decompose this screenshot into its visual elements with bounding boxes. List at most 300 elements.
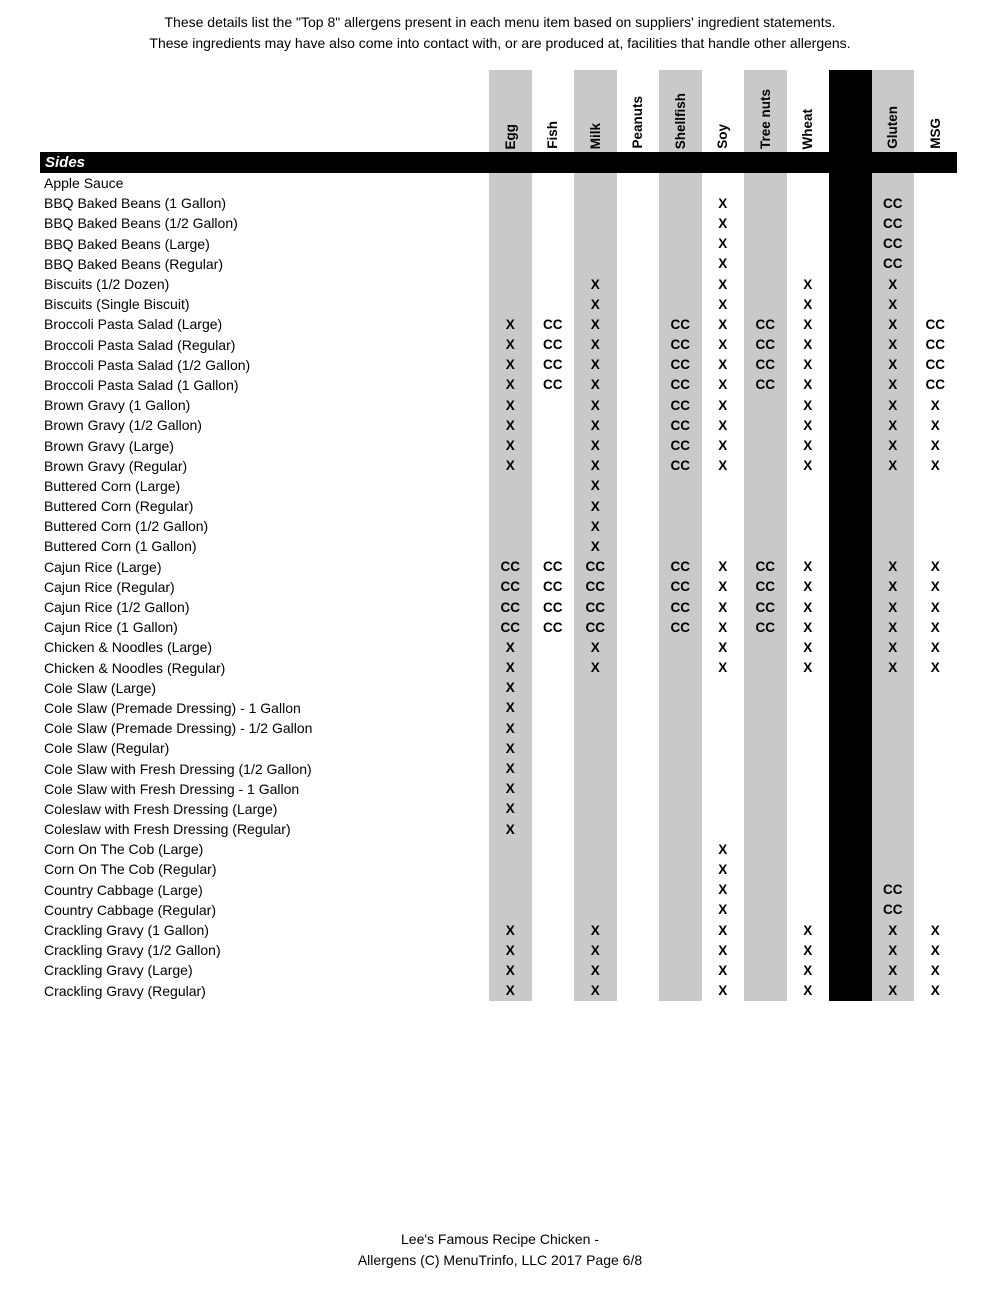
allergen-cell bbox=[574, 698, 617, 718]
allergen-cell bbox=[489, 880, 532, 900]
allergen-mark: X bbox=[718, 256, 728, 272]
allergen-cell bbox=[532, 536, 575, 556]
allergen-cell bbox=[829, 557, 872, 577]
allergen-cell bbox=[617, 173, 660, 193]
allergen-cell bbox=[744, 779, 787, 799]
allergen-cell bbox=[532, 859, 575, 879]
allergen-cell bbox=[659, 819, 702, 839]
allergen-cell bbox=[617, 456, 660, 476]
allergen-mark: X bbox=[803, 276, 813, 292]
table-row bbox=[40, 536, 957, 556]
allergen-mark: X bbox=[718, 619, 728, 635]
allergen-mark: X bbox=[803, 458, 813, 474]
allergen-mark: X bbox=[718, 337, 728, 353]
column-header-gluten bbox=[872, 70, 915, 152]
allergen-cell bbox=[702, 516, 745, 536]
allergen-cell bbox=[787, 254, 830, 274]
allergen-mark: CC bbox=[659, 395, 702, 415]
allergen-cell bbox=[617, 698, 660, 718]
allergen-cell bbox=[659, 799, 702, 819]
allergen-mark: X bbox=[930, 942, 940, 958]
allergen-cell bbox=[489, 496, 532, 516]
allergen-mark: CC bbox=[659, 375, 702, 395]
table-row bbox=[40, 395, 957, 415]
allergen-cell bbox=[829, 274, 872, 294]
allergen-cell bbox=[829, 476, 872, 496]
allergen-cell bbox=[532, 799, 575, 819]
allergen-cell bbox=[617, 395, 660, 415]
allergen-mark: CC bbox=[925, 337, 945, 353]
allergen-mark: CC bbox=[543, 316, 563, 332]
menu-item-name: Buttered Corn (Large) bbox=[44, 477, 181, 494]
allergen-mark: X bbox=[489, 658, 532, 678]
allergen-mark: X bbox=[803, 962, 813, 978]
menu-item-name: Brown Gravy (1/2 Gallon) bbox=[44, 417, 202, 434]
allergen-cell bbox=[532, 758, 575, 778]
allergen-cell bbox=[702, 173, 745, 193]
table-rows bbox=[40, 173, 957, 1001]
menu-item-name: Brown Gravy (Regular) bbox=[44, 457, 188, 474]
allergen-cell bbox=[744, 536, 787, 556]
allergen-cell bbox=[914, 274, 957, 294]
allergen-cell bbox=[829, 799, 872, 819]
allergen-mark: CC bbox=[659, 597, 702, 617]
allergen-cell bbox=[532, 213, 575, 233]
allergen-cell bbox=[829, 577, 872, 597]
allergen-cell bbox=[829, 880, 872, 900]
allergen-table bbox=[40, 70, 957, 1001]
allergen-cell bbox=[744, 678, 787, 698]
allergen-mark: X bbox=[718, 902, 728, 918]
allergen-mark: X bbox=[489, 940, 532, 960]
allergen-cell bbox=[702, 799, 745, 819]
allergen-cell bbox=[744, 173, 787, 193]
table-row bbox=[40, 173, 957, 193]
allergen-mark: X bbox=[489, 718, 532, 738]
menu-item-name: BBQ Baked Beans (Regular) bbox=[44, 255, 223, 272]
allergen-mark: X bbox=[718, 195, 728, 211]
allergen-cell bbox=[617, 597, 660, 617]
allergen-mark: CC bbox=[872, 213, 915, 233]
allergen-cell bbox=[617, 799, 660, 819]
allergen-mark: CC bbox=[659, 335, 702, 355]
allergen-mark: X bbox=[803, 619, 813, 635]
menu-item-name: Corn On The Cob (Regular) bbox=[44, 861, 217, 878]
allergen-cell bbox=[744, 395, 787, 415]
allergen-cell bbox=[744, 193, 787, 213]
allergen-cell bbox=[914, 173, 957, 193]
allergen-mark: CC bbox=[489, 557, 532, 577]
menu-item-name: Buttered Corn (1 Gallon) bbox=[44, 538, 197, 555]
table-row bbox=[40, 779, 957, 799]
allergen-mark: CC bbox=[744, 577, 787, 597]
allergen-mark: X bbox=[872, 435, 915, 455]
allergen-cell bbox=[617, 314, 660, 334]
allergen-cell bbox=[617, 415, 660, 435]
allergen-cell bbox=[532, 839, 575, 859]
allergen-mark: X bbox=[489, 678, 532, 698]
allergen-cell bbox=[744, 516, 787, 536]
allergen-cell bbox=[829, 294, 872, 314]
allergen-cell bbox=[744, 435, 787, 455]
allergen-cell bbox=[702, 738, 745, 758]
allergen-cell bbox=[532, 718, 575, 738]
allergen-cell bbox=[617, 900, 660, 920]
allergen-cell bbox=[914, 234, 957, 254]
allergen-cell bbox=[872, 718, 915, 738]
allergen-cell bbox=[574, 900, 617, 920]
allergen-cell bbox=[744, 738, 787, 758]
allergen-mark: X bbox=[930, 599, 940, 615]
allergen-mark: X bbox=[574, 658, 617, 678]
allergen-cell bbox=[787, 476, 830, 496]
table-row bbox=[40, 234, 957, 254]
table-row bbox=[40, 557, 957, 577]
allergen-cell bbox=[744, 839, 787, 859]
allergen-cell bbox=[744, 799, 787, 819]
allergen-cell bbox=[914, 718, 957, 738]
allergen-cell bbox=[829, 698, 872, 718]
allergen-cell bbox=[829, 496, 872, 516]
allergen-cell bbox=[914, 516, 957, 536]
allergen-cell bbox=[872, 173, 915, 193]
allergen-mark: X bbox=[872, 577, 915, 597]
allergen-cell bbox=[574, 839, 617, 859]
allergen-mark: X bbox=[718, 599, 728, 615]
allergen-cell bbox=[744, 456, 787, 476]
column-header-peanuts bbox=[617, 70, 660, 152]
allergen-cell bbox=[744, 213, 787, 233]
allergen-mark: X bbox=[489, 758, 532, 778]
allergen-cell bbox=[532, 920, 575, 940]
table-row bbox=[40, 274, 957, 294]
allergen-mark: X bbox=[574, 415, 617, 435]
allergen-cell bbox=[744, 900, 787, 920]
allergen-cell bbox=[617, 940, 660, 960]
allergen-cell bbox=[787, 880, 830, 900]
allergen-cell bbox=[787, 799, 830, 819]
allergen-mark: X bbox=[574, 375, 617, 395]
allergen-cell bbox=[829, 617, 872, 637]
allergen-cell bbox=[787, 516, 830, 536]
allergen-cell bbox=[574, 738, 617, 758]
allergen-cell bbox=[744, 880, 787, 900]
allergen-cell bbox=[744, 981, 787, 1001]
allergen-cell bbox=[914, 213, 957, 233]
allergen-mark: X bbox=[489, 314, 532, 334]
allergen-cell bbox=[659, 294, 702, 314]
allergen-cell bbox=[829, 254, 872, 274]
menu-item-name: Coleslaw with Fresh Dressing (Regular) bbox=[44, 821, 291, 838]
table-row bbox=[40, 799, 957, 819]
allergen-mark: X bbox=[489, 395, 532, 415]
allergen-cell bbox=[532, 294, 575, 314]
allergen-cell bbox=[787, 698, 830, 718]
menu-item-name: Cole Slaw with Fresh Dressing - 1 Gallon bbox=[44, 780, 300, 797]
table-row bbox=[40, 738, 957, 758]
allergen-cell bbox=[532, 738, 575, 758]
allergen-mark: CC bbox=[659, 314, 702, 334]
allergen-mark: X bbox=[489, 355, 532, 375]
table-row bbox=[40, 496, 957, 516]
column-header-soy bbox=[702, 70, 745, 152]
column-header-label: Egg bbox=[502, 123, 518, 149]
allergen-cell bbox=[829, 960, 872, 980]
menu-item-name: Buttered Corn (1/2 Gallon) bbox=[44, 518, 209, 535]
allergen-cell bbox=[702, 758, 745, 778]
allergen-cell bbox=[489, 839, 532, 859]
allergen-mark: CC bbox=[543, 337, 563, 353]
allergen-cell bbox=[532, 496, 575, 516]
allergen-cell bbox=[659, 234, 702, 254]
allergen-mark: X bbox=[718, 438, 728, 454]
table-row bbox=[40, 819, 957, 839]
allergen-cell bbox=[744, 476, 787, 496]
allergen-mark: X bbox=[872, 335, 915, 355]
allergen-cell bbox=[617, 920, 660, 940]
allergen-mark: X bbox=[574, 637, 617, 657]
allergen-mark: X bbox=[718, 579, 728, 595]
allergen-cell bbox=[659, 779, 702, 799]
allergen-cell bbox=[787, 758, 830, 778]
allergen-mark: X bbox=[872, 557, 915, 577]
allergen-cell bbox=[617, 234, 660, 254]
intro-line-1: These details list the "Top 8" allergens present in each menu item based on suppliers' ingredient statements. bbox=[164, 14, 836, 30]
table-row bbox=[40, 678, 957, 698]
allergen-mark: X bbox=[872, 617, 915, 637]
allergen-cell bbox=[829, 839, 872, 859]
menu-item-name: BBQ Baked Beans (Large) bbox=[44, 235, 210, 252]
allergen-mark: CC bbox=[925, 377, 945, 393]
menu-item-name: Cole Slaw (Large) bbox=[44, 679, 157, 696]
allergen-cell bbox=[532, 779, 575, 799]
menu-item-name: Cole Slaw (Regular) bbox=[44, 740, 170, 757]
allergen-cell bbox=[532, 960, 575, 980]
allergen-mark: CC bbox=[659, 577, 702, 597]
allergen-cell bbox=[532, 658, 575, 678]
allergen-cell bbox=[532, 395, 575, 415]
allergen-cell bbox=[574, 254, 617, 274]
allergen-mark: X bbox=[574, 314, 617, 334]
allergen-cell bbox=[574, 193, 617, 213]
allergen-cell bbox=[787, 234, 830, 254]
allergen-mark: X bbox=[872, 415, 915, 435]
allergen-mark: X bbox=[574, 960, 617, 980]
column-header-label: Soy bbox=[715, 124, 730, 149]
allergen-cell bbox=[532, 981, 575, 1001]
allergen-cell bbox=[829, 456, 872, 476]
allergen-mark: X bbox=[930, 660, 940, 676]
table-row bbox=[40, 456, 957, 476]
table-row bbox=[40, 577, 957, 597]
allergen-mark: X bbox=[489, 738, 532, 758]
allergen-mark: X bbox=[489, 960, 532, 980]
allergen-cell bbox=[702, 698, 745, 718]
allergen-mark: X bbox=[718, 861, 728, 877]
allergen-mark: CC bbox=[659, 617, 702, 637]
allergen-cell bbox=[829, 173, 872, 193]
allergen-mark: CC bbox=[925, 316, 945, 332]
menu-item-name: Crackling Gravy (1 Gallon) bbox=[44, 922, 209, 939]
allergen-cell bbox=[872, 738, 915, 758]
allergen-cell bbox=[617, 516, 660, 536]
allergen-mark: CC bbox=[659, 435, 702, 455]
allergen-cell bbox=[744, 758, 787, 778]
allergen-mark: X bbox=[872, 658, 915, 678]
allergen-cell bbox=[829, 375, 872, 395]
allergen-cell bbox=[617, 960, 660, 980]
allergen-cell bbox=[702, 678, 745, 698]
allergen-mark: X bbox=[872, 395, 915, 415]
header-label-spacer bbox=[40, 70, 489, 152]
allergen-cell bbox=[872, 476, 915, 496]
allergen-cell bbox=[914, 678, 957, 698]
allergen-cell bbox=[659, 859, 702, 879]
allergen-cell bbox=[617, 718, 660, 738]
column-header-shellfish bbox=[659, 70, 702, 152]
allergen-mark: X bbox=[574, 920, 617, 940]
allergen-mark: X bbox=[574, 294, 617, 314]
allergen-cell bbox=[829, 435, 872, 455]
allergen-mark: CC bbox=[543, 559, 563, 575]
menu-item-name: Cole Slaw with Fresh Dressing (1/2 Gallon) bbox=[44, 760, 312, 777]
allergen-cell bbox=[744, 234, 787, 254]
allergen-cell bbox=[914, 880, 957, 900]
allergen-cell bbox=[829, 637, 872, 657]
allergen-mark: X bbox=[574, 274, 617, 294]
allergen-cell bbox=[787, 839, 830, 859]
allergen-mark: X bbox=[872, 274, 915, 294]
allergen-cell bbox=[617, 476, 660, 496]
allergen-cell bbox=[617, 557, 660, 577]
column-header-tree-nuts bbox=[744, 70, 787, 152]
allergen-cell bbox=[914, 254, 957, 274]
menu-item-name: BBQ Baked Beans (1 Gallon) bbox=[44, 195, 227, 212]
table-row bbox=[40, 617, 957, 637]
allergen-cell bbox=[489, 900, 532, 920]
allergen-cell bbox=[744, 920, 787, 940]
allergen-cell bbox=[659, 839, 702, 859]
allergen-mark: X bbox=[930, 639, 940, 655]
allergen-cell bbox=[787, 819, 830, 839]
allergen-cell bbox=[532, 637, 575, 657]
allergen-cell bbox=[829, 213, 872, 233]
menu-item-name: Cajun Rice (1/2 Gallon) bbox=[44, 599, 190, 616]
allergen-cell bbox=[574, 819, 617, 839]
allergen-mark: X bbox=[803, 660, 813, 676]
allergen-cell bbox=[574, 880, 617, 900]
allergen-mark: X bbox=[574, 395, 617, 415]
allergen-cell bbox=[617, 617, 660, 637]
allergen-cell bbox=[744, 859, 787, 879]
allergen-mark: CC bbox=[872, 254, 915, 274]
allergen-mark: CC bbox=[744, 335, 787, 355]
table-row bbox=[40, 981, 957, 1001]
allergen-cell bbox=[659, 193, 702, 213]
table-row bbox=[40, 435, 957, 455]
allergen-mark: X bbox=[489, 435, 532, 455]
allergen-cell bbox=[574, 799, 617, 819]
allergen-mark: CC bbox=[574, 557, 617, 577]
allergen-cell bbox=[659, 536, 702, 556]
allergen-mark: X bbox=[718, 841, 728, 857]
column-header-blank bbox=[829, 70, 872, 152]
allergen-cell bbox=[787, 496, 830, 516]
allergen-mark: X bbox=[718, 236, 728, 252]
allergen-cell bbox=[617, 758, 660, 778]
allergen-cell bbox=[532, 415, 575, 435]
allergen-mark: X bbox=[574, 476, 617, 496]
allergen-cell bbox=[872, 536, 915, 556]
allergen-mark: X bbox=[872, 981, 915, 1001]
table-row bbox=[40, 314, 957, 334]
allergen-mark: X bbox=[718, 559, 728, 575]
allergen-mark: X bbox=[872, 597, 915, 617]
allergen-cell bbox=[659, 274, 702, 294]
menu-item-name: Corn On The Cob (Large) bbox=[44, 841, 204, 858]
allergen-cell bbox=[744, 294, 787, 314]
allergen-mark: X bbox=[803, 559, 813, 575]
allergen-mark: X bbox=[803, 377, 813, 393]
allergen-cell bbox=[489, 254, 532, 274]
allergen-cell bbox=[532, 234, 575, 254]
allergen-cell bbox=[744, 254, 787, 274]
allergen-mark: CC bbox=[744, 314, 787, 334]
allergen-mark: X bbox=[930, 983, 940, 999]
allergen-mark: X bbox=[574, 456, 617, 476]
allergen-cell bbox=[787, 193, 830, 213]
allergen-mark: X bbox=[718, 377, 728, 393]
allergen-cell bbox=[617, 658, 660, 678]
allergen-cell bbox=[914, 779, 957, 799]
allergen-mark: X bbox=[489, 779, 532, 799]
allergen-cell bbox=[617, 738, 660, 758]
allergen-cell bbox=[787, 718, 830, 738]
allergen-mark: CC bbox=[543, 579, 563, 595]
allergen-cell bbox=[532, 456, 575, 476]
allergen-mark: X bbox=[803, 316, 813, 332]
menu-item-name: Brown Gravy (1 Gallon) bbox=[44, 397, 191, 414]
allergen-cell bbox=[659, 678, 702, 698]
allergen-mark: X bbox=[489, 335, 532, 355]
allergen-cell bbox=[532, 193, 575, 213]
menu-item-name: Cole Slaw (Premade Dressing) - 1/2 Gallon bbox=[44, 720, 313, 737]
allergen-cell bbox=[659, 920, 702, 940]
allergen-cell bbox=[787, 738, 830, 758]
allergen-mark: X bbox=[718, 296, 728, 312]
allergen-cell bbox=[532, 254, 575, 274]
allergen-cell bbox=[659, 981, 702, 1001]
allergen-cell bbox=[659, 758, 702, 778]
allergen-mark: X bbox=[718, 962, 728, 978]
allergen-mark: X bbox=[718, 316, 728, 332]
allergen-cell bbox=[744, 415, 787, 435]
allergen-cell bbox=[744, 698, 787, 718]
allergen-cell bbox=[914, 738, 957, 758]
allergen-cell bbox=[787, 900, 830, 920]
allergen-mark: X bbox=[872, 355, 915, 375]
allergen-mark: X bbox=[489, 698, 532, 718]
allergen-mark: CC bbox=[872, 193, 915, 213]
column-header-label: MSG bbox=[927, 118, 943, 149]
allergen-mark: CC bbox=[744, 375, 787, 395]
allergen-cell bbox=[659, 900, 702, 920]
allergen-cell bbox=[617, 254, 660, 274]
allergen-cell bbox=[914, 496, 957, 516]
column-header-label: Fish bbox=[545, 121, 560, 149]
allergen-cell bbox=[829, 658, 872, 678]
column-header-wheat bbox=[787, 70, 830, 152]
